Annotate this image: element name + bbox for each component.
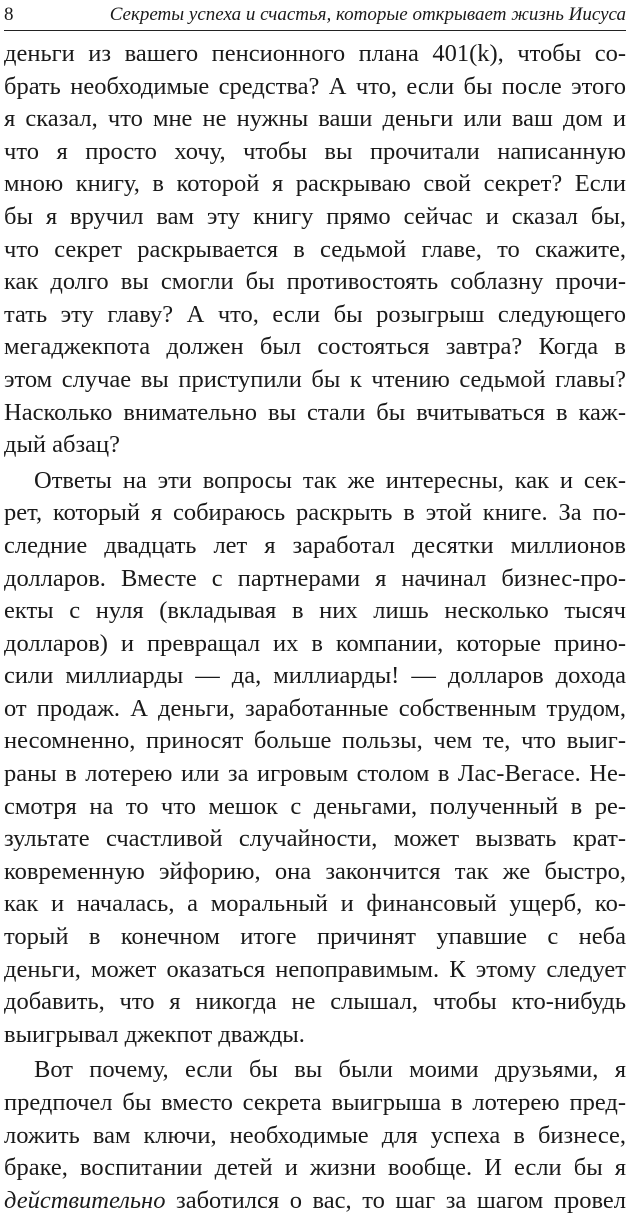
- running-title: Секреты успеха и счастья, которые открывает жизнь Иисуса: [109, 4, 626, 25]
- text-line: мною книгу, в которой я раскрываю свой секрет? Если: [4, 170, 626, 198]
- text-line-final: [4, 1185, 626, 1217]
- text-line: брать необходимые средства? А что, если бы после этого: [4, 72, 626, 100]
- text-line: как долго вы смогли бы противостоять соблазну прочи-: [4, 268, 626, 296]
- text-line: бы я вручил вам эту книгу прямо сейчас и сказал бы,: [4, 202, 626, 230]
- text-line: торый в конечном итоге причинят упавшие с неба: [4, 923, 626, 951]
- text-line: следние двадцать лет я заработал десятки миллионов: [4, 531, 626, 559]
- text-line: сили миллиарды — да, миллиарды! — долларов дохода: [4, 662, 626, 690]
- text-line-final-rest: заботился о вас, то шаг за шагом провел: [165, 1186, 626, 1214]
- text-line: от продаж. А деньги, заработанные собственным трудом,: [4, 694, 626, 722]
- text-line: несомненно, приносят больше пользы, чем те, что выиг-: [4, 727, 626, 755]
- text-line: что я просто хочу, чтобы вы прочитали написанную: [4, 137, 626, 165]
- text-line: я сказал, что мне не нужны ваши деньги или ваш дом и: [4, 105, 626, 133]
- emphasis-word: действительно: [4, 1186, 166, 1214]
- text-line: предпочел бы вместо секрета выигрыша в лотерею пред-: [4, 1089, 626, 1116]
- text-line: деньги из вашего пенсионного плана 401(k), чтобы со-: [4, 40, 626, 67]
- text-line: раны в лотерею или за игровым столом в Лас-Вегасе. Не-: [4, 760, 626, 788]
- text-line: Насколько внимательно вы стали бы вчитываться в каж-: [4, 398, 626, 426]
- text-line: выигрывал джекпот дважды.: [4, 1020, 305, 1048]
- text-line: мегаджекпота должен был состояться завтра? Когда в: [4, 333, 626, 361]
- text-line: этом случае вы приступили бы к чтению седьмой главы?: [4, 365, 626, 393]
- body-text: [4, 38, 626, 1217]
- text-line: Вот почему, если бы вы были моими друзьями, я: [34, 1056, 626, 1084]
- text-line: Ответы на эти вопросы так же интересны, как и сек-: [34, 466, 626, 494]
- text-line: смотря на то что мешок с деньгами, полученный в ре-: [4, 792, 626, 820]
- text-line: ложить вам ключи, необходимые для успеха в бизнесе,: [4, 1121, 626, 1149]
- text-line: как и началась, а моральный и финансовый ущерб, ко-: [4, 890, 626, 918]
- text-line: что секрет раскрывается в седьмой главе, то скажите,: [4, 235, 626, 263]
- text-line: ковременную эйфорию, она закончится так же быстро,: [4, 857, 626, 885]
- page-number: 8: [4, 4, 14, 25]
- text-line: браке, воспитании детей и жизни вообще. И если бы я: [4, 1154, 626, 1182]
- text-line: дый абзац?: [4, 431, 121, 459]
- text-line: тать эту главу? А что, если бы розыгрыш следующего: [4, 300, 626, 328]
- running-head: [4, 0, 626, 31]
- text-line: екты с нуля (вкладывая в них лишь несколько тысяч: [4, 597, 626, 625]
- text-line: деньги, может оказаться непоправимым. К этому следует: [4, 955, 626, 983]
- text-line: рет, который я собираюсь раскрыть в этой книге. За по-: [4, 499, 626, 527]
- text-line: долларов) и превращал их в компании, которые прино-: [4, 629, 626, 657]
- text-line: долларов. Вместе с партнерами я начинал бизнес-про-: [4, 564, 626, 592]
- text-line: добавить, что я никогда не слышал, чтобы кто-нибудь: [4, 988, 626, 1016]
- text-line: зультате счастливой случайности, может вызвать крат-: [4, 825, 626, 853]
